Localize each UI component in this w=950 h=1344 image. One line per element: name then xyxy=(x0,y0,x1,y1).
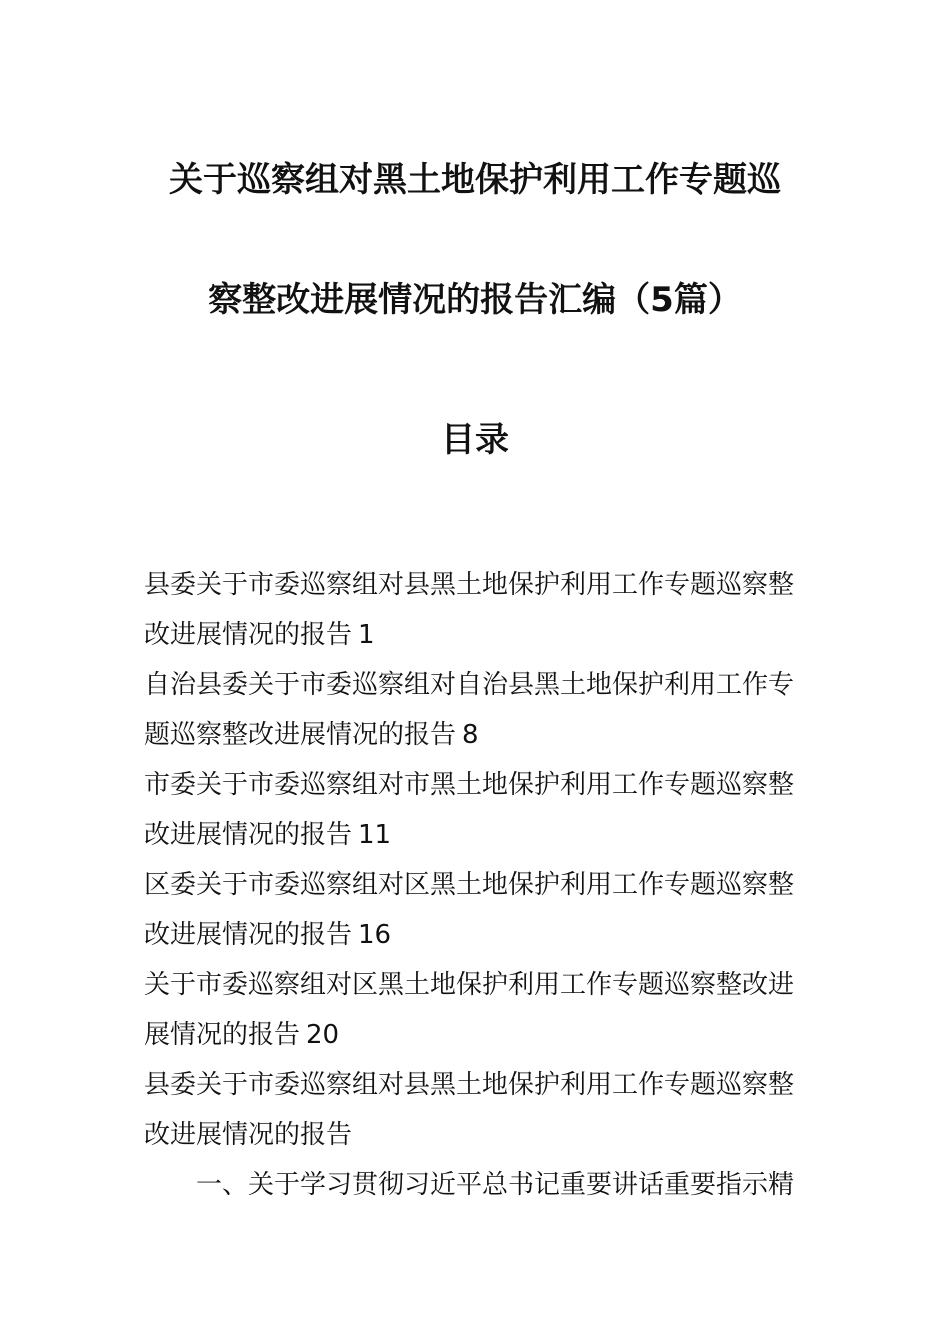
toc-entry-text: 关于市委巡察组对区黑土地保护利用工作专题巡察整改进展情况的报告 xyxy=(144,970,795,1050)
toc-entry-page: 1 xyxy=(358,620,375,650)
table-of-contents xyxy=(144,560,814,1060)
toc-entry[interactable] xyxy=(144,660,814,760)
toc-entry-page: 20 xyxy=(306,1020,340,1050)
body-paragraph: 一、关于学习贯彻习近平总书记重要讲话重要指示精 xyxy=(196,1170,795,1200)
document-title-line-1: 关于巡察组对黑土地保护利用工作专题巡 xyxy=(169,160,781,200)
toc-entry-page: 8 xyxy=(462,720,479,750)
toc-heading: 目录 xyxy=(441,420,509,460)
toc-entry-text: 区委关于市委巡察组对区黑土地保护利用工作专题巡察整改进展情况的报告 xyxy=(144,870,795,950)
toc-entry[interactable] xyxy=(144,860,814,960)
toc-entry[interactable] xyxy=(144,760,814,860)
body-section-title: 县委关于市委巡察组对县黑土地保护利用工作专题巡察整改进展情况的报告 xyxy=(144,1070,795,1150)
toc-entry[interactable] xyxy=(144,560,814,660)
document-title-line-2: 察整改进展情况的报告汇编（5篇） xyxy=(208,280,742,320)
body-section xyxy=(144,1060,814,1210)
toc-entry-text: 自治县委关于市委巡察组对自治县黑土地保护利用工作专题巡察整改进展情况的报告 xyxy=(144,670,795,750)
toc-entry-text: 县委关于市委巡察组对县黑土地保护利用工作专题巡察整改进展情况的报告 xyxy=(144,570,795,650)
toc-entry[interactable] xyxy=(144,960,814,1060)
toc-entry-page: 16 xyxy=(358,920,392,950)
toc-entry-text: 市委关于市委巡察组对市黑土地保护利用工作专题巡察整改进展情况的报告 xyxy=(144,770,795,850)
toc-entry-page: 11 xyxy=(358,820,392,850)
